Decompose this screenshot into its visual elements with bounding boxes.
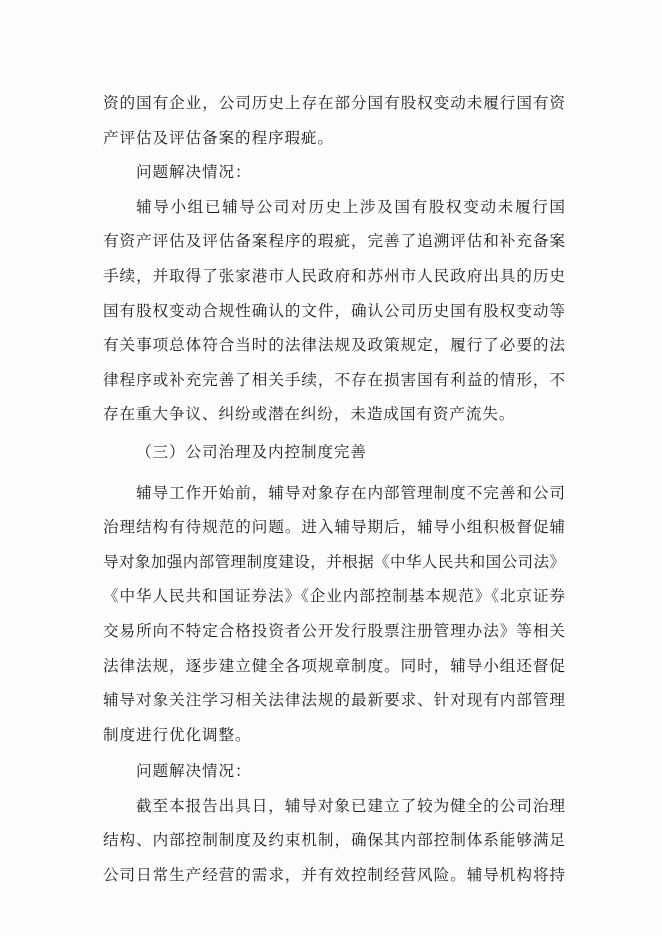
text-line	[103, 545, 565, 580]
text-line-content: 截至本报告出具日，辅导对象已建立了较为健全的公司治理	[136, 796, 566, 815]
problem-resolution-label	[103, 155, 565, 190]
text-line-content: 结构、内部控制制度及约束机制，确保其内部控制体系能够满足	[103, 831, 566, 850]
text-line	[103, 754, 565, 789]
paragraph-continuation	[103, 86, 565, 155]
text-line	[103, 363, 565, 398]
text-line	[103, 683, 565, 718]
text-line	[103, 579, 565, 614]
text-line	[103, 823, 565, 858]
text-line	[103, 397, 565, 432]
text-line	[103, 328, 565, 363]
text-line-content: 《中华人民共和国证券法》《企业内部控制基本规范》《北京证券	[103, 587, 566, 606]
text-line	[103, 614, 565, 649]
text-line-content: 存在重大争议、纠纷或潜在纠纷，未造成国有资产流失。	[103, 405, 516, 424]
paragraph-governance-resolution	[103, 789, 565, 893]
text-line	[103, 649, 565, 684]
text-line-content: （三）公司治理及内控制度完善	[136, 442, 367, 461]
text-line	[103, 294, 565, 329]
text-line	[103, 510, 565, 545]
text-line-content: 辅导小组已辅导公司对历史上涉及国有股权变动未履行国	[136, 197, 567, 216]
text-line-content: 手续，并取得了张家港市人民政府和苏州市人民政府出具的历史	[103, 266, 566, 285]
text-line-content: 导对象加强内部管理制度建设，并根据《中华人民共和国公司法》	[103, 552, 566, 571]
text-line	[103, 86, 565, 121]
text-line-content: 问题解决情况：	[136, 163, 252, 182]
text-line	[103, 259, 565, 294]
text-line-content: 交易所向不特定合格投资者公开发行股票注册管理办法》等相关	[103, 621, 566, 640]
text-line	[103, 858, 565, 893]
text-line	[103, 190, 565, 225]
text-line-content: 问题解决情况：	[136, 762, 252, 781]
text-line	[103, 224, 565, 259]
text-line-content: 公司日常生产经营的需求，并有效控制经营风险。辅导机构将持	[103, 866, 566, 885]
text-line-content: 产评估及评估备案的程序瑕疵。	[103, 128, 334, 147]
text-line-content: 有关事项总体符合当时的法律法规及政策规定，履行了必要的法	[103, 336, 566, 355]
text-line	[103, 789, 565, 824]
text-line-content: 治理结构有待规范的问题。进入辅导期后，辅导小组积极督促辅	[103, 518, 566, 537]
text-line	[103, 435, 565, 470]
text-line	[103, 121, 565, 156]
text-line-content: 法律法规，逐步建立健全各项规章制度。同时，辅导小组还督促	[103, 656, 566, 675]
paragraph-state-equity-resolution	[103, 190, 565, 432]
text-line	[103, 718, 565, 753]
text-line-content: 国有股权变动合规性确认的文件，确认公司历史国有股权变动等	[103, 301, 566, 320]
text-line-content: 辅导工作开始前，辅导对象存在内部管理制度不完善和公司	[136, 483, 566, 502]
text-line-content: 律程序或补充完善了相关手续，不存在损害国有利益的情形，不	[103, 370, 566, 389]
problem-resolution-label	[103, 754, 565, 789]
text-line-content: 资的国有企业，公司历史上存在部分国有股权变动未履行国有资	[103, 94, 566, 112]
section-heading	[103, 435, 565, 470]
document-page	[103, 86, 565, 893]
text-line-content: 有资产评估及评估备案程序的瑕疵，完善了追溯评估和补充备案	[103, 232, 566, 251]
text-line	[103, 476, 565, 511]
text-line-content: 辅导对象关注学习相关法律法规的最新要求、针对现有内部管理	[103, 691, 566, 710]
paragraph-governance-internal-control	[103, 476, 565, 753]
text-line	[103, 155, 565, 190]
text-line-content: 制度进行优化调整。	[103, 725, 252, 744]
